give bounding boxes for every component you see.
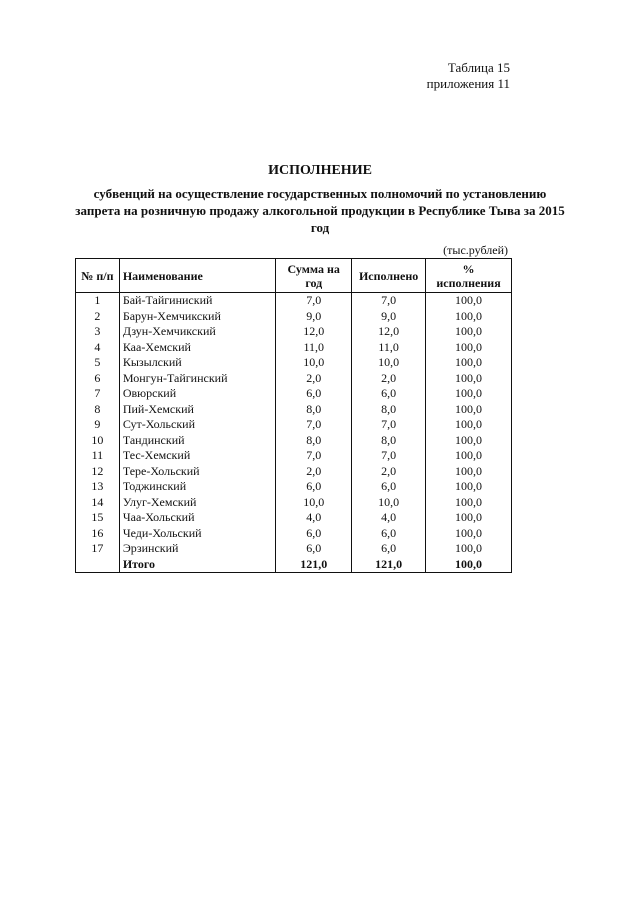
row-number: 10 <box>76 433 120 449</box>
row-executed: 4,0 <box>352 510 426 526</box>
appendix-number: приложения 11 <box>426 76 510 91</box>
execution-table <box>75 258 512 573</box>
row-percent: 100,0 <box>426 309 512 325</box>
table-header-row <box>76 259 512 293</box>
row-percent: 100,0 <box>426 402 512 418</box>
row-percent: 100,0 <box>426 479 512 495</box>
row-name: Чеди-Хольский <box>119 526 276 542</box>
row-annual-amount: 2,0 <box>276 371 352 387</box>
row-percent: 100,0 <box>426 510 512 526</box>
table-body <box>76 293 512 573</box>
row-executed: 6,0 <box>352 526 426 542</box>
row-name: Тес-Хемский <box>119 448 276 464</box>
table-row <box>76 510 512 526</box>
table-row <box>76 541 512 557</box>
table-number: Таблица 15 <box>447 60 510 75</box>
row-name: Дзун-Хемчикский <box>119 324 276 340</box>
table-row <box>76 495 512 511</box>
row-percent: 100,0 <box>426 541 512 557</box>
row-annual-amount: 12,0 <box>276 324 352 340</box>
row-annual-amount: 8,0 <box>276 433 352 449</box>
row-number: 7 <box>76 386 120 402</box>
row-name: Монгун-Тайгинский <box>119 371 276 387</box>
row-annual-amount: 9,0 <box>276 309 352 325</box>
row-annual-amount: 7,0 <box>276 293 352 309</box>
table-row <box>76 448 512 464</box>
row-executed: 7,0 <box>352 417 426 433</box>
row-annual-amount: 7,0 <box>276 417 352 433</box>
row-percent: 100,0 <box>426 371 512 387</box>
table-row <box>76 340 512 356</box>
row-number: 1 <box>76 293 120 309</box>
row-percent: 100,0 <box>426 495 512 511</box>
row-number: 2 <box>76 309 120 325</box>
row-executed: 6,0 <box>352 541 426 557</box>
unit-note: (тыс.рублей) <box>443 243 508 257</box>
row-number: 16 <box>76 526 120 542</box>
table-row <box>76 386 512 402</box>
row-number: 8 <box>76 402 120 418</box>
header-name: Наименование <box>119 259 276 293</box>
row-name: Тере-Хольский <box>119 464 276 480</box>
total-executed: 121,0 <box>352 557 426 573</box>
row-executed: 10,0 <box>352 355 426 371</box>
row-number: 5 <box>76 355 120 371</box>
row-name: Сут-Хольский <box>119 417 276 433</box>
table-row <box>76 324 512 340</box>
row-name: Барун-Хемчикский <box>119 309 276 325</box>
row-executed: 2,0 <box>352 371 426 387</box>
table-row <box>76 526 512 542</box>
row-executed: 2,0 <box>352 464 426 480</box>
total-annual-amount: 121,0 <box>276 557 352 573</box>
total-label: Итого <box>119 557 276 573</box>
row-number: 12 <box>76 464 120 480</box>
row-number: 4 <box>76 340 120 356</box>
row-name: Овюрский <box>119 386 276 402</box>
table-row <box>76 479 512 495</box>
row-percent: 100,0 <box>426 433 512 449</box>
row-number: 11 <box>76 448 120 464</box>
row-name: Улуг-Хемский <box>119 495 276 511</box>
table-total-row <box>76 557 512 573</box>
row-annual-amount: 4,0 <box>276 510 352 526</box>
row-executed: 11,0 <box>352 340 426 356</box>
row-percent: 100,0 <box>426 293 512 309</box>
header-annual-amount: Сумма на год <box>276 259 352 293</box>
row-annual-amount: 6,0 <box>276 386 352 402</box>
row-name: Пий-Хемский <box>119 402 276 418</box>
row-executed: 8,0 <box>352 402 426 418</box>
table-row <box>76 355 512 371</box>
row-executed: 7,0 <box>352 293 426 309</box>
row-name: Чаа-Хольский <box>119 510 276 526</box>
row-number: 9 <box>76 417 120 433</box>
row-annual-amount: 7,0 <box>276 448 352 464</box>
row-annual-amount: 10,0 <box>276 495 352 511</box>
row-number: 3 <box>76 324 120 340</box>
row-annual-amount: 10,0 <box>276 355 352 371</box>
total-percent: 100,0 <box>426 557 512 573</box>
row-percent: 100,0 <box>426 355 512 371</box>
row-executed: 6,0 <box>352 479 426 495</box>
row-annual-amount: 6,0 <box>276 479 352 495</box>
row-name: Бай-Тайгиниский <box>119 293 276 309</box>
row-executed: 7,0 <box>352 448 426 464</box>
row-percent: 100,0 <box>426 324 512 340</box>
row-annual-amount: 11,0 <box>276 340 352 356</box>
table-row <box>76 417 512 433</box>
row-number: 15 <box>76 510 120 526</box>
row-percent: 100,0 <box>426 386 512 402</box>
row-annual-amount: 6,0 <box>276 526 352 542</box>
row-executed: 8,0 <box>352 433 426 449</box>
row-annual-amount: 2,0 <box>276 464 352 480</box>
row-executed: 9,0 <box>352 309 426 325</box>
row-percent: 100,0 <box>426 448 512 464</box>
row-number: 17 <box>76 541 120 557</box>
row-executed: 12,0 <box>352 324 426 340</box>
appendix-reference <box>427 60 510 92</box>
row-percent: 100,0 <box>426 340 512 356</box>
row-percent: 100,0 <box>426 464 512 480</box>
header-executed: Исполнено <box>352 259 426 293</box>
row-executed: 6,0 <box>352 386 426 402</box>
row-number: 13 <box>76 479 120 495</box>
row-number: 14 <box>76 495 120 511</box>
row-name: Эрзинский <box>119 541 276 557</box>
table-row <box>76 309 512 325</box>
table-row <box>76 464 512 480</box>
row-annual-amount: 8,0 <box>276 402 352 418</box>
row-name: Тандинский <box>119 433 276 449</box>
table-row <box>76 402 512 418</box>
table-row <box>76 433 512 449</box>
row-name: Каа-Хемский <box>119 340 276 356</box>
row-name: Тоджинский <box>119 479 276 495</box>
row-number: 6 <box>76 371 120 387</box>
page-title: ИСПОЛНЕНИЕ <box>268 163 372 178</box>
table-row <box>76 293 512 309</box>
row-executed: 10,0 <box>352 495 426 511</box>
row-name: Кызылский <box>119 355 276 371</box>
table-row <box>76 371 512 387</box>
page-subtitle: субвенций на осуществление государственных полномочий по установлению запрета на розничную продажу алкогольной продукции в Республике Тыва за 2015 год <box>75 186 565 235</box>
row-percent: 100,0 <box>426 417 512 433</box>
row-annual-amount: 6,0 <box>276 541 352 557</box>
header-percent-executed: % исполнения <box>426 259 512 293</box>
header-number: № п/п <box>76 259 120 293</box>
row-percent: 100,0 <box>426 526 512 542</box>
total-number <box>76 557 120 573</box>
